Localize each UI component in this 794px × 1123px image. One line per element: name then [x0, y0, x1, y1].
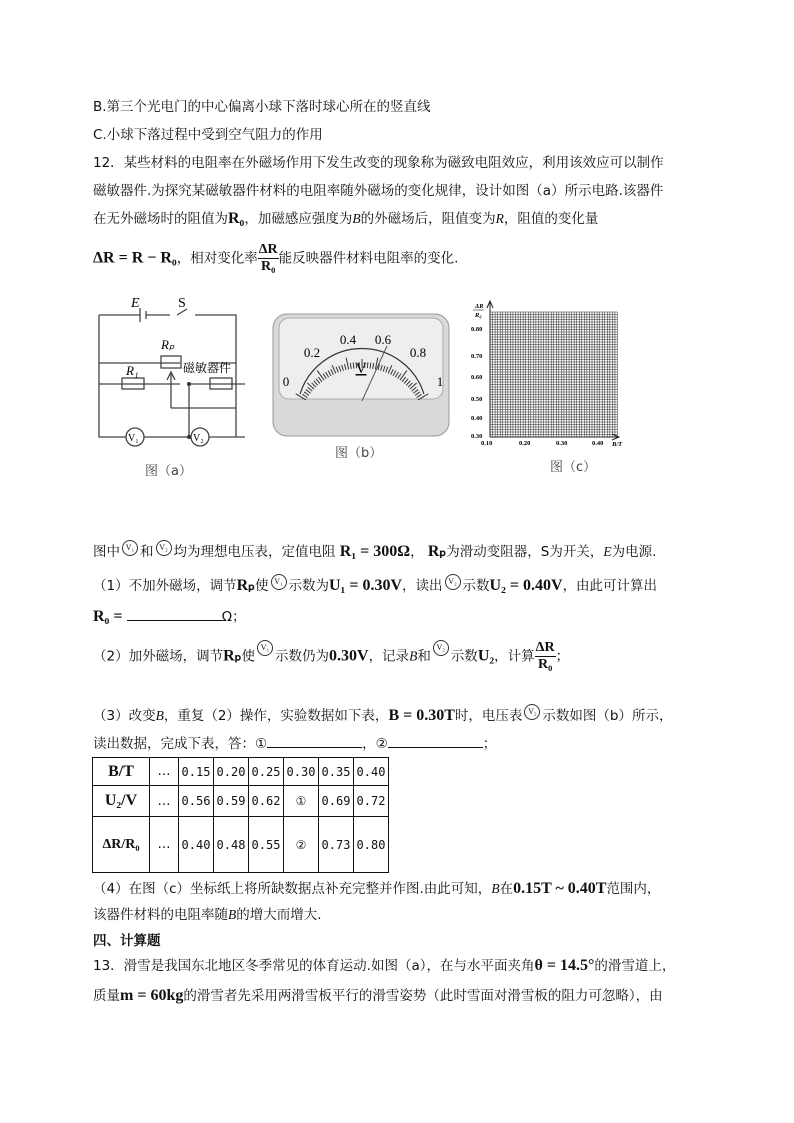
step-1-answer: R₀ = Ω； — [93, 608, 246, 625]
label-v2: V₂ — [193, 433, 204, 444]
dial-tick-0.6: 0.6 — [374, 332, 392, 347]
answer-blank-2[interactable] — [388, 735, 483, 748]
circuit-diagram — [95, 292, 245, 482]
q12-line3: 在无外磁场时的阻值为R₀，加磁感应强度为B的外磁场后，阻值变为R，阻值的变化量 — [93, 210, 599, 227]
q12-line4: ΔR = R − R₀，相对变化率 $\frac{\Delta R}{\text{R₀}}$ 能反映器件材料电阻率的变化. — [93, 242, 459, 274]
q13-line1: 13．滑雪是我国东北地区冬季常见的体育运动.如图（a），在与水平面夹角θ = 14.5°的滑雪道上， — [93, 957, 676, 974]
table-row: U₂/V … 0.56 0.59 0.62 ① 0.69 0.72 — [93, 786, 389, 817]
svg-text:B/T: B/T — [612, 441, 623, 448]
label-device: 磁敏器件 — [183, 361, 232, 375]
table-row: ΔR/R₀ … 0.40 0.48 0.55 ② 0.73 0.80 — [93, 817, 389, 873]
step-3-answer: 读出数据，完成下表，答：① ，② ； — [93, 736, 497, 752]
q12-line1: 12．某些材料的电阻率在外磁场作用下发生改变的现象称为磁致电阻效应，利用该效应可以制作 — [93, 155, 664, 171]
caption-c: 图（c） — [550, 460, 597, 475]
label-v1: V₁ — [128, 433, 139, 444]
answer-blank-1[interactable] — [267, 735, 362, 748]
svg-text:0.80: 0.80 — [471, 326, 483, 333]
step-4-conclusion: 该器件材料的电阻率随B的增大而增大. — [93, 907, 322, 923]
graph-paper — [466, 300, 626, 450]
dial-tick-1: 1 — [436, 374, 444, 389]
svg-text:0.10: 0.10 — [481, 440, 493, 447]
svg-text:0.30: 0.30 — [471, 433, 483, 440]
step-1: （1）不加外磁场，调节Rₚ使 V₁ 示数为U₁ = 0.30V，读出 V₂ 示数U₂ = 0.40V，由此可计算出 — [93, 574, 657, 595]
svg-text:0.60: 0.60 — [471, 374, 483, 381]
dial-tick-0.8: 0.8 — [409, 345, 427, 360]
table-row: B/T … 0.15 0.20 0.25 0.30 0.35 0.40 — [93, 758, 389, 786]
label-rp: Rₚ — [161, 337, 175, 352]
answer-blank-r0[interactable] — [127, 608, 222, 621]
step-3: （3）改变B，重复（2）操作，实验数据如下表，B = 0.30T时，电压表 V₂ 示数如图（b）所示， — [93, 704, 672, 725]
caption-b: 图（b） — [335, 446, 383, 461]
q13-line2: 质量m = 60kg的滑雪者先采用两滑雪板平行的滑雪姿势（此时雪面对滑雪板的阻力可忽略），由 — [93, 987, 663, 1004]
dial-unit: V — [355, 361, 367, 377]
section-heading: 四、计算题 — [93, 933, 161, 949]
para-intro: 图中 V₁ 和 V₂ 均为理想电压表，定值电阻 R₁ = 300Ω， Rₚ为滑动变阻器，S为开关，E为电源. — [93, 540, 656, 561]
caption-a: 图（a） — [145, 464, 192, 479]
dial-tick-0.2: 0.2 — [303, 345, 321, 360]
voltmeter-dial — [272, 313, 450, 437]
svg-text:R₀: R₀ — [475, 312, 482, 319]
svg-text:0.20: 0.20 — [519, 440, 531, 447]
label-r1: R₁ — [126, 363, 139, 378]
data-table — [92, 757, 389, 873]
svg-text:0.50: 0.50 — [471, 396, 483, 403]
option-c: C.小球下落过程中受到空气阻力的作用 — [93, 127, 323, 143]
svg-text:ΔR: ΔR — [475, 303, 484, 310]
step-2: （2）加外磁场，调节Rₚ使V₁示数仍为0.30V，记录B和V₂示数U₂，计算 $\frac{\Delta R}{\text{R₀}}$ ； — [93, 640, 570, 672]
label-e: E — [131, 296, 140, 311]
svg-text:0.40: 0.40 — [592, 440, 604, 447]
step-4: （4）在图（c）坐标纸上将所缺数据点补充完整并作图.由此可知，B在0.15T ~ 0.40T范围内， — [93, 880, 661, 897]
dial-tick-0: 0 — [282, 374, 290, 389]
svg-text:0.30: 0.30 — [556, 440, 568, 447]
svg-text:0.70: 0.70 — [471, 353, 483, 360]
svg-text:0.40: 0.40 — [471, 415, 483, 422]
label-s: S — [178, 296, 186, 311]
option-b: B.第三个光电门的中心偏离小球下落时球心所在的竖直线 — [93, 99, 431, 115]
q12-line2: 磁敏器件.为探究某磁敏器件材料的电阻率随外磁场的变化规律，设计如图（a）所示电路.该器件 — [93, 183, 664, 199]
dial-tick-0.4: 0.4 — [339, 332, 357, 347]
header-ratio: ΔR/R₀ — [93, 817, 150, 873]
